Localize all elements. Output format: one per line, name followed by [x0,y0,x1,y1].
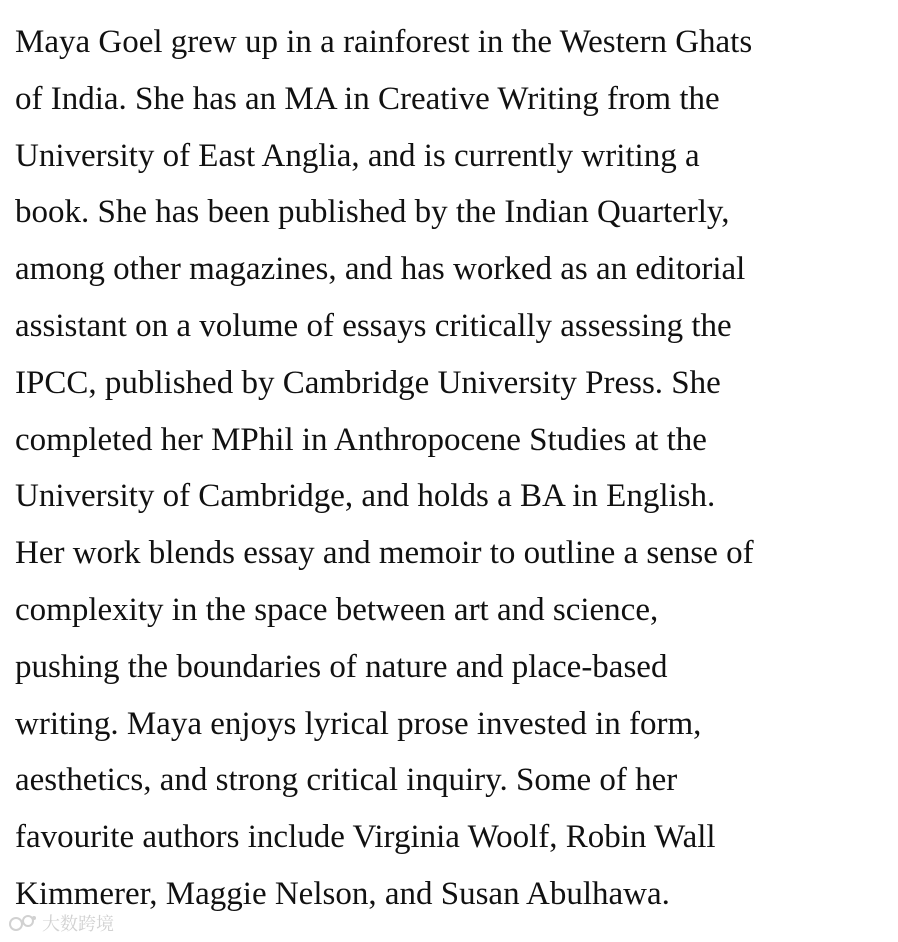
bio-line: Her work blends essay and memoir to outline a sense of [15,535,754,572]
bio-line: assistant on a volume of essays critically assessing the [15,307,732,344]
bio-line: of India. She has an MA in Creative Writing from the [15,80,720,117]
bio-line: book. She has been published by the Indian Quarterly, [15,194,730,231]
bio-line: completed her MPhil in Anthropocene Studies at the [15,421,707,458]
bio-line: pushing the boundaries of nature and place-based [15,648,668,685]
bio-line: University of Cambridge, and holds a BA in English. [15,478,716,515]
bio-line: complexity in the space between art and science, [15,591,659,628]
watermark-text: 大数跨境 [42,914,114,935]
bio-line: aesthetics, and strong critical inquiry. Some of her [15,762,678,799]
bio-line: IPCC, published by Cambridge University Press. She [15,364,721,401]
logo-icon [8,913,38,933]
bio-line: writing. Maya enjoys lyrical prose invested in form, [15,705,702,742]
bio-line: Maya Goel grew up in a rainforest in the Western Ghats [15,24,753,60]
bio-line: among other magazines, and has worked as an editorial [15,251,746,288]
watermark [8,910,114,936]
author-bio [15,14,885,923]
bio-line: favourite authors include Virginia Woolf, Robin Wall [15,819,716,856]
bio-line: Kimmerer, Maggie Nelson, and Susan Abulhawa. [15,875,670,912]
bio-line: University of East Anglia, and is currently writing a [15,137,700,174]
